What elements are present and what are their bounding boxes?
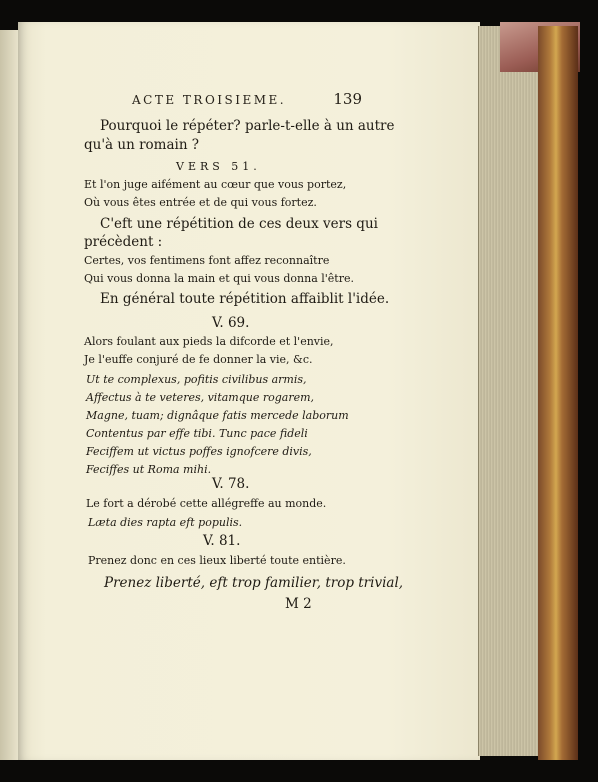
latin-quote: Feciffem ut victus poffes ignofcere divis, [86,445,312,458]
gilt-spine [538,26,578,760]
quoted-verse: Et l'on juge aifément au cœur que vous portez, [84,178,347,191]
quoted-verse: Alors foulant aux pieds la difcorde et l'envie, [84,335,334,348]
latin-quote: Magne, tuam; dignâque fatis mercede laborum [86,409,349,422]
latin-quote: Contentus par effe tibi. Tunc pace fideli [86,427,308,440]
text-line: C'eft une répétition de ces deux vers qui [100,216,378,232]
text-line: précèdent : [84,234,163,250]
verse-reference: VERS 51. [176,160,261,173]
text-line: En général toute répétition affaiblit l'idée. [100,291,390,307]
latin-quote: Feciffes ut Roma mihi. [86,463,212,476]
verse-reference: V. 69. [212,315,250,331]
text-line: Prenez liberté, eft trop familier, trop trivial, [104,575,404,591]
page-number: 139 [333,90,362,108]
quoted-verse: Le fort a dérobé cette allégreffe au monde. [86,497,327,510]
verse-reference: V. 78. [212,476,250,492]
latin-quote: Ut te complexus, pofitis civilibus armis, [86,373,307,386]
running-title: ACTE TROISIEME. [132,93,287,107]
quoted-verse: Où vous êtes entrée et de qui vous fortez. [84,196,317,209]
quoted-verse: Certes, vos fentimens font affez reconnaître [84,254,330,267]
signature-mark: M 2 [285,596,312,612]
quoted-verse: Prenez donc en ces lieux liberté toute entière. [88,554,346,567]
latin-quote: Affectus à te veteres, vitamque rogarem, [86,391,315,404]
quoted-verse: Qui vous donna la main et qui vous donna l'être. [84,272,354,285]
verse-reference: V. 81. [203,533,241,549]
running-head [132,90,362,108]
text-line: Pourquoi le répéter? parle-t-elle à un autre [100,118,395,134]
latin-quote: Læta dies rapta eft populis. [88,516,243,529]
text-line: qu'à un romain ? [84,137,200,153]
quoted-verse: Je l'euffe conjuré de fe donner la vie, &c. [84,353,313,366]
page-edges [478,26,541,756]
